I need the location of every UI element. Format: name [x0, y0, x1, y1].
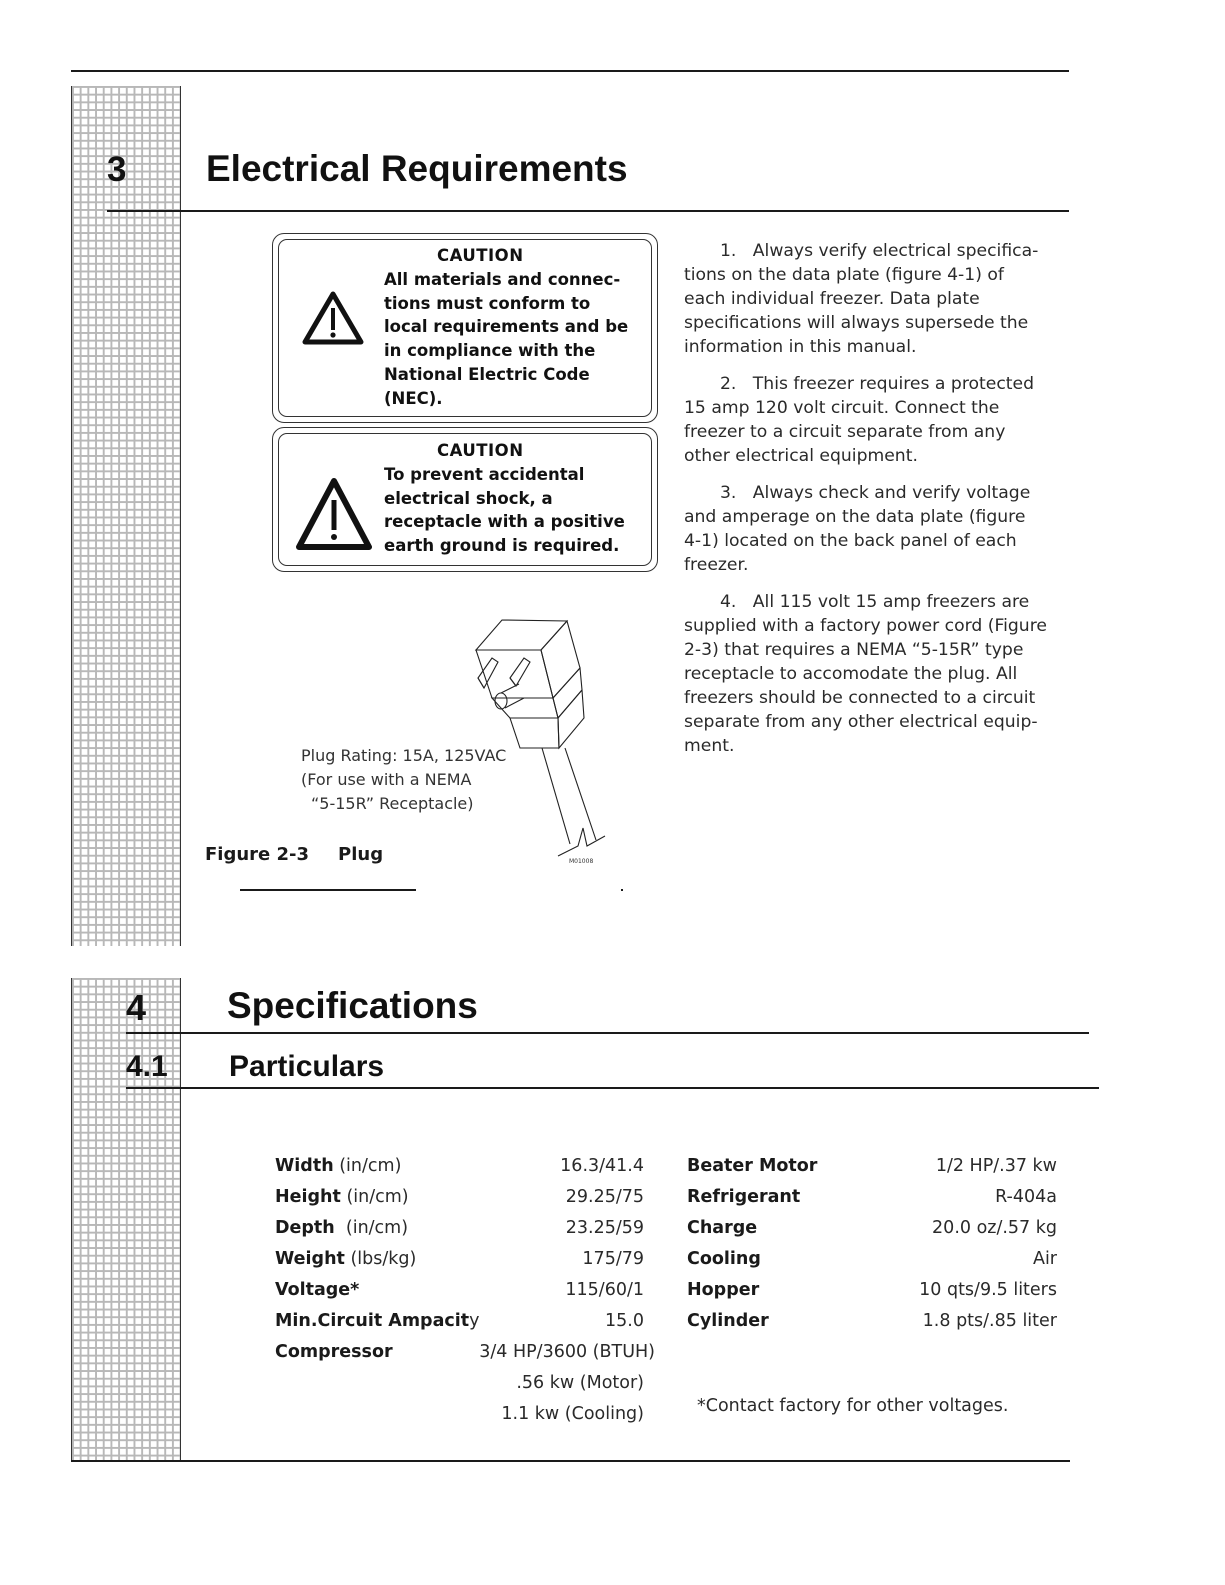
spec-row-cylinder: Cylinder — [687, 1311, 769, 1331]
caution-line: tions must conform to — [384, 293, 591, 313]
caution-line: receptacle with a positive — [384, 512, 625, 532]
drawing-code: M01008 — [569, 858, 594, 865]
subsection-number: 4.1 — [126, 1050, 168, 1083]
spec-row-voltage: Voltage* — [275, 1280, 360, 1300]
spec-value-min-circuit-ampacity: 15.0 — [605, 1311, 644, 1331]
caution-line: National Electric Code — [384, 364, 590, 384]
spec-value-beater-motor: 1/2 HP/.37 kw — [935, 1156, 1057, 1176]
spec-row-weight: Weight (lbs/kg) — [275, 1249, 417, 1269]
section4-title: Specifications — [227, 985, 478, 1026]
spec-value-compressor-motor: .56 kw (Motor) — [516, 1373, 644, 1393]
spec-row-cooling: Cooling — [687, 1249, 761, 1269]
section3-number: 3 — [107, 150, 127, 189]
spec-row-width: Width (in/cm) — [275, 1156, 402, 1176]
spec-value-cylinder: 1.8 pts/.85 liter — [922, 1311, 1057, 1331]
warning-triangle-icon — [301, 290, 365, 346]
spec-value-voltage: 115/60/1 — [565, 1280, 644, 1300]
caution-line: electrical shock, a — [384, 488, 553, 508]
caution-heading: CAUTION — [437, 246, 524, 265]
instruction-paragraph: 2. This freezer requires a protected 15 amp 120 volt circuit. Connect the freezer to a circuit separate from any other electrical equipment. — [684, 374, 1035, 466]
caution-text — [384, 463, 625, 558]
spec-value-refrigerant: R-404a — [995, 1187, 1057, 1207]
caution-line: (NEC). — [384, 388, 443, 408]
caution-text — [384, 268, 628, 410]
instruction-paragraph: 4. All 115 volt 15 amp freezers are supplied with a factory power cord (Figure 2-3) that requires a NEMA “5-15R” type receptacle to accomodate the plug. All freezers should be connected to a circuit separate from any other electrical equip- ment. — [684, 592, 1047, 756]
spec-row-hopper: Hopper — [687, 1280, 760, 1300]
spec-value-height: 29.25/75 — [565, 1187, 644, 1207]
caution-line: in compliance with the — [384, 341, 596, 361]
section3-title-rule — [107, 210, 1069, 212]
spec-row-min-circuit-ampacity: Min.Circuit Ampacity — [275, 1311, 480, 1331]
instruction-paragraph: 1. Always verify electrical specifica- tions on the data plate (figure 4-1) of each individual freezer. Data plate specifications will always supersede the information in this manual. — [684, 241, 1039, 357]
plug-rating-caption: Plug Rating: 15A, 125VAC (For use with a NEMA “5-15R” Receptacle) — [301, 746, 507, 813]
spec-value-compressor: 3/4 HP/3600 (BTUH) — [479, 1342, 655, 1362]
warning-triangle-icon — [295, 476, 373, 552]
section3-grid-tab — [71, 86, 181, 946]
section3-title: Electrical Requirements — [206, 148, 628, 189]
spec-row-refrigerant: Refrigerant — [687, 1187, 801, 1207]
spec-row-charge: Charge — [687, 1218, 758, 1238]
subsection-title: Particulars — [229, 1050, 385, 1083]
caution-box-shock — [272, 427, 658, 572]
page-bottom-rule — [71, 1460, 1070, 1462]
caution-box-materials — [272, 233, 658, 423]
spec-value-compressor-cooling: 1.1 kw (Cooling) — [501, 1404, 644, 1424]
caution-line: local requirements and be — [384, 317, 629, 337]
section4-title-rule — [126, 1032, 1089, 1034]
figure-bottom-dot — [621, 889, 623, 891]
caution-line: earth ground is required. — [384, 536, 620, 556]
page-top-rule — [71, 70, 1069, 72]
spec-value-depth: 23.25/59 — [565, 1218, 644, 1238]
spec-value-weight: 175/79 — [582, 1249, 644, 1269]
spec-value-width: 16.3/41.4 — [560, 1156, 644, 1176]
spec-row-compressor: Compressor — [275, 1342, 393, 1362]
instruction-paragraph: 3. Always check and verify voltage and amperage on the data plate (figure 4-1) located on the back panel of each freezer. — [684, 483, 1031, 575]
caution-line: To prevent accidental — [384, 465, 585, 484]
spec-row-beater-motor: Beater Motor — [687, 1156, 818, 1176]
section4-number: 4 — [126, 987, 147, 1028]
spec-row-depth: Depth (in/cm) — [275, 1218, 409, 1238]
figure-caption: Figure 2-3 Plug — [205, 844, 384, 865]
caution-line: All materials and connec- — [384, 270, 621, 289]
spec-value-charge: 20.0 oz/.57 kg — [932, 1218, 1057, 1238]
figure-bottom-rule — [240, 889, 416, 891]
subsection-title-rule — [126, 1087, 1099, 1089]
electrical-instructions — [684, 239, 1074, 771]
caution-heading: CAUTION — [437, 441, 524, 460]
spec-value-hopper: 10 qts/9.5 liters — [919, 1280, 1057, 1300]
spec-row-height: Height (in/cm) — [275, 1187, 409, 1207]
spec-value-cooling: Air — [1032, 1249, 1057, 1269]
voltage-footnote: *Contact factory for other voltages. — [697, 1396, 1009, 1416]
